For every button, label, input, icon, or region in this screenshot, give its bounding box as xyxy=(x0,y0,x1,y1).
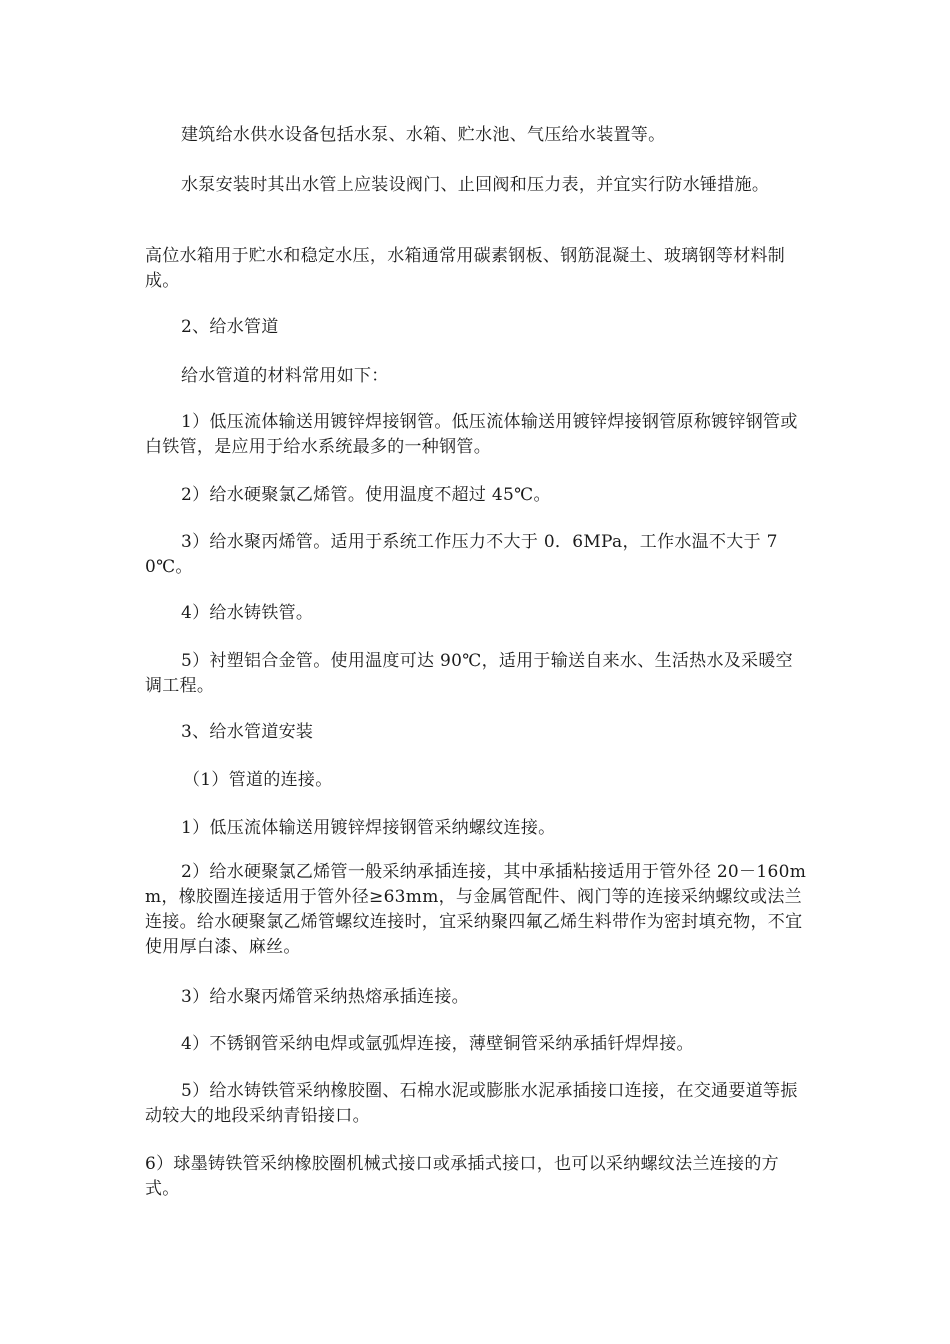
list-item-galvanized-thread: 1）低压流体输送用镀锌焊接钢管采纳螺纹连接。 xyxy=(181,818,556,838)
paragraph-pump-installation: 水泵安装时其出水管上应装设阀门、止回阀和压力表，并宜实行防水锤措施。 xyxy=(181,175,770,195)
list-item-upvc-connection: 2）给水硬聚氯乙烯管一般采纳承插连接，其中承插粘接适用于管外径 20－160mm，橡胶圈连接适用于管外径≥63mm，与金属管配件、阀门等的连接采纳螺纹或法兰连接。给水硬聚氯乙烯管螺纹连接时，宜采纳聚四氟乙烯生料带作为密封填充物，不宜使用厚白漆、麻丝。 xyxy=(145,862,807,957)
list-item-upvc-pipe: 2）给水硬聚氯乙烯管。使用温度不超过 45℃。 xyxy=(181,485,551,505)
list-item-ductile-iron: 6）球墨铸铁管采纳橡胶圈机械式接口或承插式接口，也可以采纳螺纹法兰连接的方式。 xyxy=(145,1154,779,1199)
heading-water-pipes: 2、给水管道 xyxy=(181,317,279,337)
paragraph-elevated-tank: 高位水箱用于贮水和稳定水压，水箱通常用碳素钢板、钢筋混凝土、玻璃钢等材料制成。 xyxy=(145,246,786,291)
list-item-cast-iron-joint: 5）给水铸铁管采纳橡胶圈、石棉水泥或膨胀水泥承插接口连接，在交通要道等振动较大的地段采纳青铅接口。 xyxy=(145,1081,798,1126)
list-item-stainless-copper: 4）不锈钢管采纳电焊或氩弧焊连接，薄壁铜管采纳承插钎焊焊接。 xyxy=(181,1034,694,1054)
list-item-pp-pipe: 3）给水聚丙烯管。适用于系统工作压力不大于 0．6MPa，工作水温不大于 70℃。 xyxy=(145,532,778,577)
paragraph-supply-equipment: 建筑给水供水设备包括水泵、水箱、贮水池、气压给水装置等。 xyxy=(181,125,666,145)
list-item-cast-iron-pipe: 4）给水铸铁管。 xyxy=(181,603,314,623)
heading-pipe-installation: 3、给水管道安装 xyxy=(181,722,314,742)
list-item-galvanized-pipe: 1）低压流体输送用镀锌焊接钢管。低压流体输送用镀锌焊接钢管原称镀锌钢管或白铁管，是应用于给水系统最多的一种钢管。 xyxy=(145,412,798,457)
heading-pipe-connection: （1）管道的连接。 xyxy=(183,770,333,790)
list-item-pp-fusion: 3）给水聚丙烯管采纳热熔承插连接。 xyxy=(181,987,469,1007)
paragraph-pipe-materials-intro: 给水管道的材料常用如下： xyxy=(181,366,389,386)
list-item-lined-aluminum-pipe: 5）衬塑铝合金管。使用温度可达 90℃，适用于输送自来水、生活热水及采暖空调工程。 xyxy=(145,651,793,696)
